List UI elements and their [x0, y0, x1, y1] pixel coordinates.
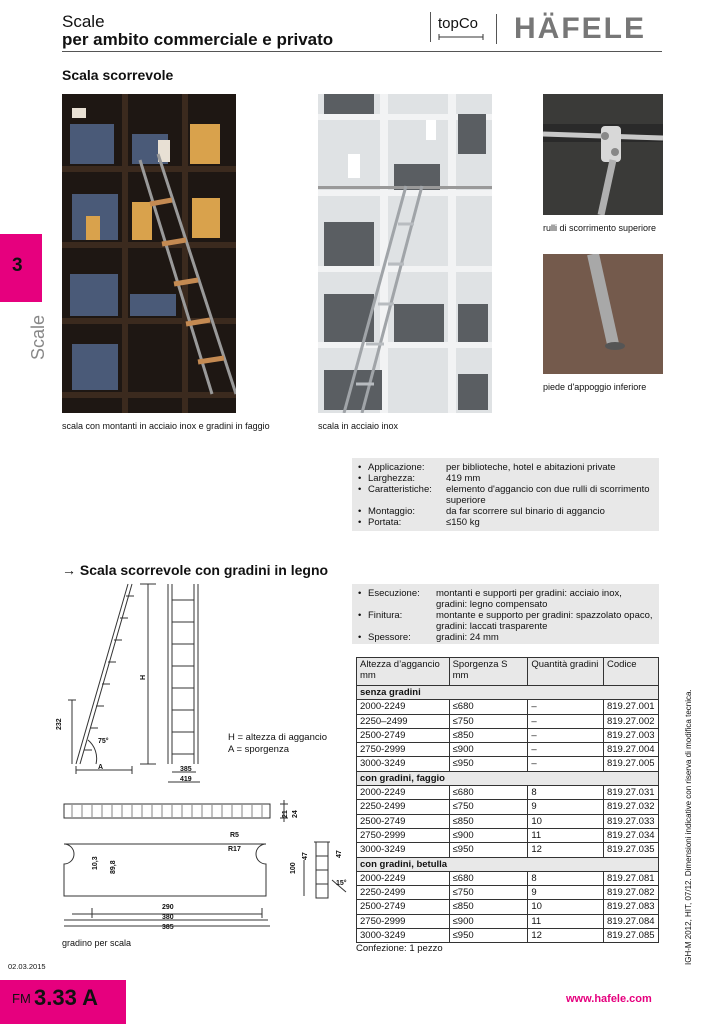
cell-steps: 8: [528, 871, 604, 885]
table-row: [357, 786, 659, 800]
dim-100: 100: [290, 862, 297, 874]
spec-item: • Applicazione: per biblioteche, hotel e abitazioni private: [358, 462, 653, 473]
cell-code[interactable]: 819.27.081: [603, 871, 658, 885]
col-header-steps: Quantità gradini: [528, 658, 604, 686]
caption-photo1: scala con montanti in acciaio inox e gradini in faggio: [62, 421, 270, 431]
cell-code[interactable]: 819.27.002: [603, 714, 658, 728]
spec-label: Larghezza:: [368, 473, 416, 484]
cell-projection: ≤850: [449, 814, 528, 828]
cell-projection: ≤950: [449, 929, 528, 943]
dim-R5: R5: [230, 832, 239, 839]
spec-label: Applicazione:: [368, 462, 425, 473]
spec-item: • Esecuzione: montanti e supporti per gradini: acciaio inox, gradini: legno compensato: [358, 588, 653, 610]
chapter-label: Scale: [28, 314, 48, 360]
spec-item: • Larghezza: 419 mm: [358, 473, 653, 484]
legend: [228, 732, 327, 756]
table-row: [357, 743, 659, 757]
table-row: [357, 871, 659, 885]
ordering-table: [356, 657, 659, 943]
dim-75: 75°: [98, 738, 109, 745]
dim-10-3: 10,3: [92, 856, 99, 870]
cell-height: 2250–2499: [357, 714, 450, 728]
specs-box-1: [352, 458, 659, 531]
cell-code[interactable]: 819.27.085: [603, 929, 658, 943]
cell-steps: –: [528, 700, 604, 714]
cell-steps: 11: [528, 828, 604, 842]
cell-code[interactable]: 819.27.005: [603, 757, 658, 771]
cell-steps: –: [528, 757, 604, 771]
packaging-note: Confezione: 1 pezzo: [356, 943, 443, 954]
spec-label: Finitura:: [368, 610, 403, 621]
table-header-row: [357, 658, 659, 686]
cell-projection: ≤850: [449, 728, 528, 742]
specs-list-1: [358, 462, 653, 528]
caption-photo4: piede d'appoggio inferiore: [543, 382, 647, 392]
hafele-logo[interactable]: HÄFELE: [514, 12, 646, 45]
spec-item: • Portata: ≤150 kg: [358, 517, 653, 528]
cell-code[interactable]: 819.27.084: [603, 914, 658, 928]
logo-separator: [496, 14, 497, 44]
ladder-technical-drawing: [60, 580, 220, 790]
table-row: [357, 800, 659, 814]
topco-text: topCo: [438, 15, 479, 32]
cell-projection: ≤750: [449, 714, 528, 728]
page-number: 3.33 A: [34, 985, 99, 1010]
cell-projection: ≤680: [449, 871, 528, 885]
table-row: [357, 914, 659, 928]
table-group-row: [357, 686, 659, 700]
dim-89-8: 89,8: [110, 860, 117, 874]
cell-projection: ≤950: [449, 843, 528, 857]
table-row: [357, 929, 659, 943]
cell-code[interactable]: 819.27.003: [603, 728, 658, 742]
cell-height: 2500-2749: [357, 814, 450, 828]
chapter-number: 3: [12, 255, 23, 276]
cell-code[interactable]: 819.27.035: [603, 843, 658, 857]
cell-height: 3000-3249: [357, 843, 450, 857]
print-date: 02.03.2015: [8, 962, 46, 971]
spec-label: Caratteristiche:: [368, 484, 432, 495]
cell-projection: ≤900: [449, 743, 528, 757]
legend-a: A = sporgenza: [228, 744, 290, 755]
cell-code[interactable]: 819.27.031: [603, 786, 658, 800]
spec-value: gradini: 24 mm: [436, 632, 499, 643]
cell-code[interactable]: 819.27.082: [603, 886, 658, 900]
spec-value: 419 mm: [446, 473, 481, 484]
photo-ladder-steel: [318, 94, 492, 413]
table-row: [357, 886, 659, 900]
spec-value: montante e supporto per gradini: spazzolato opaco, gradini: laccati trasparente: [436, 610, 653, 632]
cell-steps: 9: [528, 800, 604, 814]
cell-height: 2750-2999: [357, 914, 450, 928]
dim-232: 232: [56, 718, 63, 730]
spec-item: • Spessore: gradini: 24 mm: [358, 632, 653, 643]
table-row: [357, 900, 659, 914]
vertical-disclaimer: IGH-M 2012, HIT, 07/12. Dimensioni indicative con riserva di modifica tecnica.: [684, 689, 693, 965]
cell-height: 2750-2999: [357, 828, 450, 842]
cell-projection: ≤750: [449, 886, 528, 900]
cell-height: 2250-2499: [357, 886, 450, 900]
section-title-scala-scorrevole: Scala scorrevole: [62, 67, 174, 83]
cell-code[interactable]: 819.27.083: [603, 900, 658, 914]
table-row: [357, 757, 659, 771]
dim-R17: R17: [228, 846, 241, 853]
page-title-line2: per ambito commerciale e privato: [62, 30, 334, 49]
cell-projection: ≤950: [449, 757, 528, 771]
group-label: senza gradini: [357, 686, 659, 700]
dim-290: 290: [162, 904, 174, 911]
dim-47-a: 47: [302, 852, 309, 860]
cell-height: 2000-2249: [357, 871, 450, 885]
cell-steps: –: [528, 728, 604, 742]
spec-value: da far scorrere sul binario di aggancio: [446, 506, 605, 517]
spec-value: elemento d'aggancio con due rulli di scorrimento superiore: [446, 484, 650, 506]
cell-projection: ≤680: [449, 786, 528, 800]
cell-steps: 12: [528, 929, 604, 943]
table-group-row: [357, 857, 659, 871]
page-title-line1: Scale: [62, 12, 105, 31]
dim-47-b: 47: [336, 850, 343, 858]
spec-item: • Montaggio: da far scorrere sul binario di aggancio: [358, 506, 653, 517]
spec-label: Portata:: [368, 517, 402, 528]
table-row: [357, 714, 659, 728]
col-header-code: Codice: [603, 658, 658, 686]
cell-height: 2750-2999: [357, 743, 450, 757]
dim-380: 380: [162, 914, 174, 921]
footer-fm: FM: [12, 991, 31, 1006]
table-row: [357, 728, 659, 742]
cell-code[interactable]: 819.27.001: [603, 700, 658, 714]
caption-photo2: scala in acciaio inox: [318, 421, 399, 431]
cell-steps: 11: [528, 914, 604, 928]
col-header-projection: Sporgenza S mm: [449, 658, 528, 686]
legend-h: H = altezza di aggancio: [228, 732, 328, 743]
caption-step-drawing: gradino per scala: [62, 938, 132, 948]
cell-code[interactable]: 819.27.004: [603, 743, 658, 757]
spec-label: Montaggio:: [368, 506, 416, 517]
spec-label: Spessore:: [368, 632, 411, 643]
col-header-height: Altezza d’aggancio mm: [357, 658, 450, 686]
table-group-row: [357, 771, 659, 785]
caption-photo3: rulli di scorrimento superiore: [543, 223, 657, 233]
specs-list-2: [358, 588, 653, 643]
cell-projection: ≤680: [449, 700, 528, 714]
dim-15: 15°: [336, 880, 347, 887]
table-row: [357, 700, 659, 714]
dim-A: A: [98, 764, 104, 771]
photo-ladder-beech: [62, 94, 236, 413]
table-row: [357, 843, 659, 857]
spec-value: montanti e supporti per gradini: acciaio inox, gradini: legno compensato: [436, 588, 622, 610]
spec-label: Esecuzione:: [368, 588, 420, 599]
dim-24: 24: [292, 810, 299, 818]
table-row: [357, 828, 659, 842]
cell-steps: –: [528, 714, 604, 728]
website-link[interactable]: www.hafele.com: [566, 993, 652, 1005]
specs-box-2: [352, 584, 659, 644]
group-label: con gradini, faggio: [357, 771, 659, 785]
cell-height: 3000-3249: [357, 757, 450, 771]
topco-logo: [430, 12, 490, 46]
dim-419: 419: [180, 776, 192, 783]
cell-height: 2500-2749: [357, 728, 450, 742]
cell-steps: 10: [528, 900, 604, 914]
section-title-gradini-legno[interactable]: → Scala scorrevole con gradini in legno: [62, 562, 329, 578]
spec-item: • Caratteristiche: elemento d'aggancio con due rulli di scorrimento superiore: [358, 484, 653, 506]
cell-height: 3000-3249: [357, 929, 450, 943]
dim-21: 21: [282, 810, 289, 818]
cell-steps: 12: [528, 843, 604, 857]
table-row: [357, 814, 659, 828]
group-label: con gradini, betulla: [357, 857, 659, 871]
photo-lower-foot: [543, 254, 663, 374]
spec-value: ≤150 kg: [446, 517, 480, 528]
cell-projection: ≤900: [449, 914, 528, 928]
cell-code[interactable]: 819.27.034: [603, 828, 658, 842]
photo-upper-rollers: [543, 94, 663, 215]
cell-height: 2500-2749: [357, 900, 450, 914]
dim-385-step: 385: [162, 924, 174, 931]
header-divider: [62, 51, 662, 52]
cell-steps: 8: [528, 786, 604, 800]
dim-H: H: [140, 674, 147, 680]
cell-steps: 9: [528, 886, 604, 900]
spec-value: per biblioteche, hotel e abitazioni private: [446, 462, 616, 473]
cell-height: 2250-2499: [357, 800, 450, 814]
cell-steps: –: [528, 743, 604, 757]
cell-code[interactable]: 819.27.032: [603, 800, 658, 814]
cell-height: 2000-2249: [357, 786, 450, 800]
dim-385: 385: [180, 766, 192, 773]
spec-item: • Finitura: montante e supporto per gradini: spazzolato opaco, gradini: laccati trasparente: [358, 610, 653, 632]
cell-height: 2000-2249: [357, 700, 450, 714]
step-technical-drawing: [62, 796, 352, 936]
cell-code[interactable]: 819.27.033: [603, 814, 658, 828]
cell-projection: ≤900: [449, 828, 528, 842]
cell-projection: ≤750: [449, 800, 528, 814]
cell-projection: ≤850: [449, 900, 528, 914]
cell-steps: 10: [528, 814, 604, 828]
